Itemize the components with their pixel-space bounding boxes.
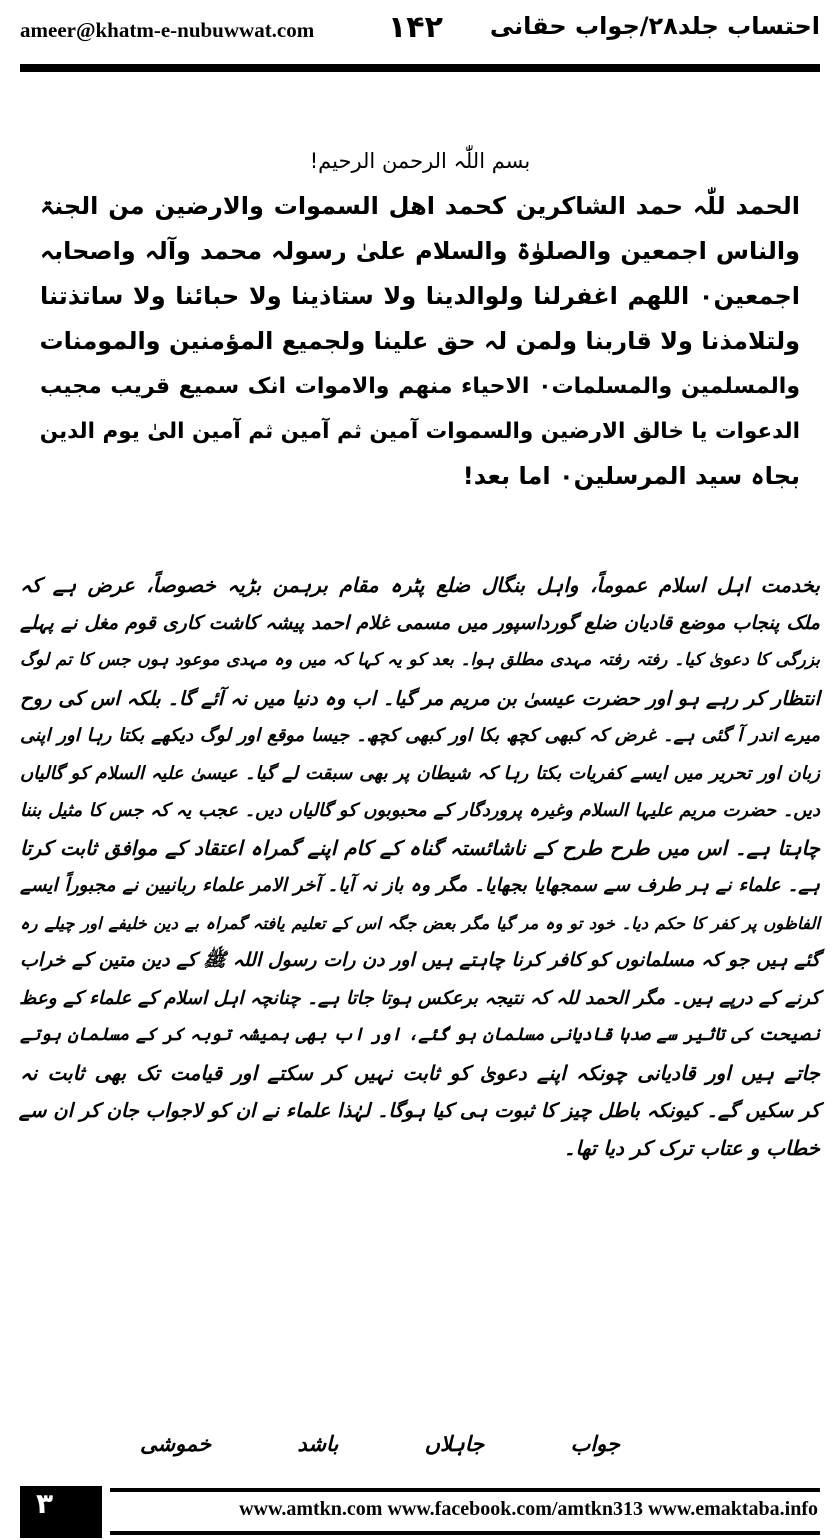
arabic-line: اجمعین۰ اللھم اغفرلنا ولوالدینا ولا ستاذینا ولا حبائنا ولا ساتذتنا [40,282,800,310]
urdu-line: نصیحت کی تاثیر سے صدہا قادیانی مسلمان ہو گئے، اور اب بھی ہمیشہ توبہ کر کے مسلمان ہوتے [20,1025,820,1045]
urdu-line: کرنے کے درپے ہیں۔ مگر الحمد للہ کہ نتیجہ برعکس ہوتا جاتا ہے۔ چنانچہ اہل اسلام کے علماء کے وعظ [19,987,820,1009]
urdu-line: زبان اور تحریر میں ایسے کفریات بکتا رہا کہ شیطان پر بھی سبقت لے گیا۔ عیسیٰ علیہ السلام کو گالیاں [20,762,820,784]
footer-number-box [20,1486,102,1538]
arabic-line: والناس اجمعین والصلوٰۃ والسلام علیٰ رسولہ محمد وآلہ واصحابہ [40,237,800,265]
urdu-line: دیں۔ حضرت مریم علیہا السلام وغیرہ پروردگار کے محبوبوں کو گالیاں دیں۔ عجب یہ کہ جس کا مثیل بننا [20,800,820,821]
urdu-line: بخدمت اہل اسلام عموماً، واہل بنگال ضلع پٹرہ مقام برہمن بڑیہ خصوصاً، عرض ہے کہ [20,573,820,597]
urdu-line: ملک پنجاب موضع قادیان ضلع گورداسپور میں مسمی غلام احمد پیشہ کاشت کاری قوم مغل نے پہلے [20,611,820,634]
page-number: ۱۴۲ [388,10,443,45]
urdu-line: جاتے ہیں اور قادیانی چونکہ اپنے دعویٰ کو ثابت نہیں کر سکتے اور قیامت تک بھی ثابت نہ [20,1060,820,1085]
urdu-line: چاہتا ہے۔ اس میں طرح طرح کے ناشائستہ گناہ کے کام اپنے گمراہ اعتقاد کے موافق ثابت کرتا [20,835,820,860]
header-rule [20,64,820,72]
arabic-line: ولتلامذنا ولا قاربنا ولمن لہ حق علینا ولجمیع المؤمنین والمومنات [39,327,800,355]
header-email: ameer@khatm-e-nubuwwat.com [20,18,315,42]
arabic-lines [40,184,800,499]
footer-page-number: ۳ [36,1487,54,1520]
couplet-word: خموشی [140,1432,212,1456]
arabic-prayer [40,140,800,499]
arabic-line: الحمد للّٰہ حمد الشاکرین کحمد اھل السموات والارضین من الجنۃ [40,192,800,220]
footer-links[interactable]: www.amtkn.com www.facebook.com/amtkn313 www.emaktaba.info [239,1498,818,1520]
urdu-line: کر سکیں گے۔ کیونکہ باطل چیز کا ثبوت ہی کیا ہوگا۔ لہٰذا علماء نے ان کو لاجواب جان کر ان سے [18,1099,820,1122]
urdu-line: گئے ہیں جو کہ مسلمانوں کو کافر کرنا چاہتے ہیں اور دن رات رسول اللہ ﷺ کے دین متین کے خراب [20,949,820,971]
arabic-line: بجاہ سید المرسلین۰ اما بعد! [462,462,800,490]
urdu-line: بزرگی کا دعویٰ کیا۔ رفتہ رفتہ مہدی مطلق ہوا۔ بعد کو یہ کہا کہ میں وہ مہدی موعود ہوں جس کا تم لوگ [20,650,820,670]
urdu-body [20,567,820,1167]
urdu-line: خطاب و عتاب ترک کر دیا تھا۔ [563,1135,820,1160]
book-title: احتساب جلد۲۸/جواب حقانی [489,12,820,40]
footer-rule [110,1488,820,1492]
bismillah: بسم اللّٰہ الرحمن الرحیم! [309,149,531,173]
urdu-line: انتظار کر رہے ہو اور حضرت عیسیٰ بن مریم مر گیا۔ اب وہ دنیا میں نہ آئے گا۔ بلکہ اس کی روح [20,686,820,710]
footer-rule [110,1531,820,1535]
couplet-word: جواب [570,1432,620,1456]
couplet-word: جاہلاں [424,1432,485,1456]
urdu-line: الفاظوں پر کفر کا حکم دیا۔ خود تو وہ مر گیا مگر بعض جگہ اس کے تعلیم یافتہ گمراہ بے دین خلیفے اور چیلے رہ [20,913,820,933]
urdu-line: ہے۔ علماء نے ہر طرف سے سمجھایا بجھایا۔ مگر وہ باز نہ آیا۔ آخر الامر علماء ربانیین نے مجبوراً ایسے [20,875,820,896]
couplet-word: باشد [297,1432,339,1456]
arabic-line: الدعوات یا خالق الارضین والسموات آمین ثم آمین ثم آمین الیٰ یوم الدین [39,419,800,444]
page-header [20,8,820,60]
persian-couplet [140,1432,620,1472]
urdu-line: میرے اندر آ گئی ہے۔ غرض کہ کبھی کچھ بکا اور کبھی کچھ۔ جیسا موقع اور لوگ دیکھے بکتا رہا اور اپنی [20,725,820,746]
arabic-line: والمسلمین والمسلمات۰ الاحیاء منھم والاموات انک سمیع قریب مجیب [40,374,800,399]
